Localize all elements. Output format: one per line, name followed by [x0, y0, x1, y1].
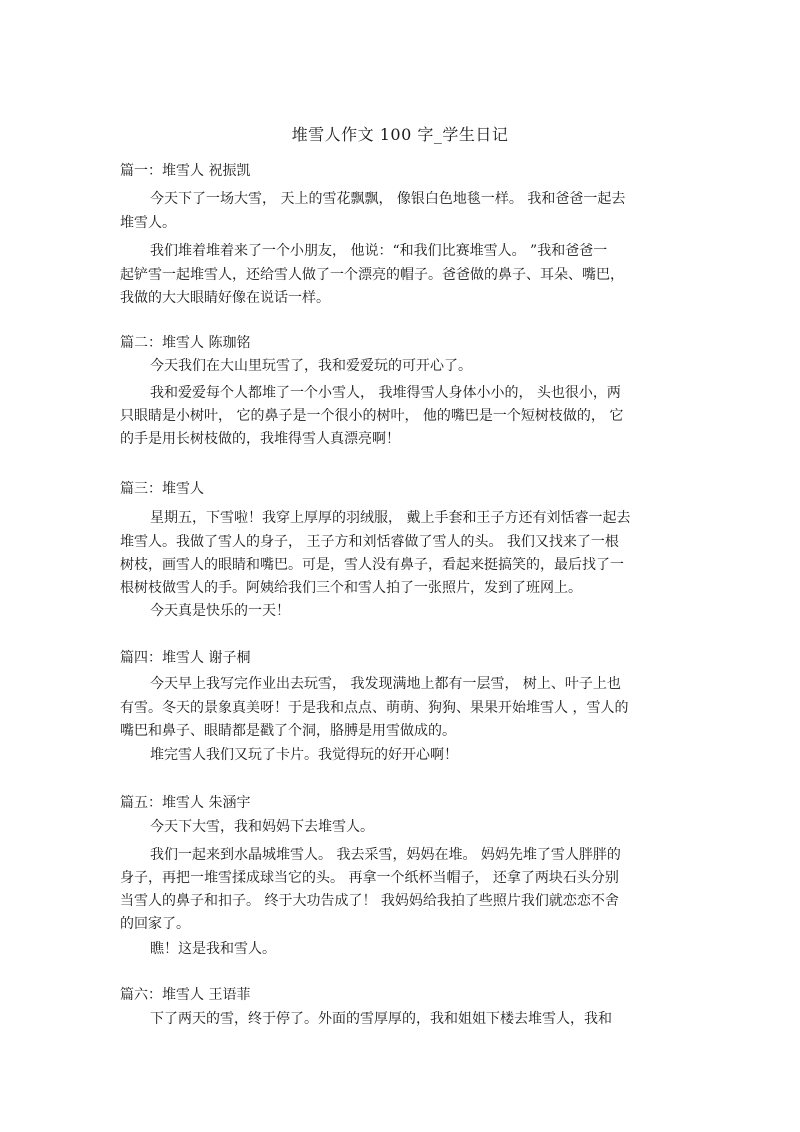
paragraph-line: 有雪。冬天的景象真美呀！于是我和点点、萌萌、狗狗、果果开始堆雪人 ，雪人的: [120, 700, 629, 716]
paragraph-line: 今天下大雪，我和妈妈下去堆雪人。: [150, 819, 374, 835]
paragraph-line: 我们一起来到水晶城堆雪人。 我去采雪，妈妈在堆。 妈妈先堆了雪人胖胖的: [150, 847, 621, 863]
paragraph-line: 我和爱爱每个人都堆了一个小雪人， 我堆得雪人身体小小的， 头也很小，两: [150, 385, 621, 401]
paragraph-line: 今天早上我写完作业出去玩雪， 我发现满地上都有一层雪， 树上、叶子上也: [150, 676, 621, 692]
paragraph-line: 只眼睛是小树叶， 它的鼻子是一个很小的树叶， 他的嘴巴是一个短树枝做的， 它: [120, 408, 624, 424]
section-heading: 篇六：堆雪人 王语菲: [120, 987, 251, 1003]
paragraph-line: 嘴巴和鼻子、眼睛都是戳了个洞，胳膊是用雪做成的。: [120, 723, 456, 739]
paragraph-line: 瞧！这是我和雪人。: [150, 941, 276, 957]
paragraph-line: 我们堆着堆着来了一个小朋友， 他说：“和我们比赛堆雪人。 ”我和爸爸一: [150, 243, 608, 259]
section-heading: 篇四：堆雪人 谢子桐: [120, 650, 251, 666]
paragraph-line: 身子，再把一堆雪揉成球当它的头。 再拿一个纸杯当帽子， 还拿了两块石头分别: [120, 870, 619, 886]
document-title: 堆雪人作文 100 字_学生日记: [291, 125, 509, 144]
paragraph-line: 起铲雪一起堆雪人，还给雪人做了一个漂亮的帽子。爸爸做的鼻子、耳朵、嘴巴，: [120, 267, 624, 283]
section-heading: 篇五：堆雪人 朱涵宇: [120, 795, 251, 811]
section-heading: 篇二：堆雪人 陈珈铭: [120, 335, 251, 351]
paragraph-line: 的手是用长树枝做的，我堆得雪人真漂亮啊！: [120, 431, 400, 447]
paragraph-line: 星期五，下雪啦！我穿上厚厚的羽绒服， 戴上手套和王子方还有刘恬睿一起去: [150, 510, 631, 526]
paragraph-line: 我做的大大眼睛好像在说话一样。: [120, 290, 330, 306]
paragraph-line: 堆雪人。我做了雪人的身子， 王子方和刘恬睿做了雪人的头。 我们又找来了一根: [120, 534, 619, 550]
paragraph-line: 今天真是快乐的一天！: [150, 603, 290, 619]
paragraph-line: 堆完雪人我们又玩了卡片。我觉得玩的好开心啊！: [150, 747, 458, 763]
paragraph-line: 的回家了。: [120, 916, 190, 932]
section-heading: 篇一：堆雪人 祝振凯: [120, 163, 251, 179]
paragraph-line: 下了两天的雪，终于停了。外面的雪厚厚的，我和姐姐下楼去堆雪人，我和: [150, 1011, 612, 1027]
paragraph-line: 今天下了一场大雪， 天上的雪花飘飘， 像银白色地毯一样。 我和爸爸一起去: [150, 191, 626, 207]
paragraph-line: 堆雪人。: [120, 215, 176, 231]
paragraph-line: 根树枝做雪人的手。阿姨给我们三个和雪人拍了一张照片，发到了班网上。: [120, 580, 582, 596]
paragraph-line: 树枝，画雪人的眼睛和嘴巴。可是，雪人没有鼻子，看起来挺搞笑的，最后找了一: [120, 557, 624, 573]
paragraph-line: 当雪人的鼻子和扣子。 终于大功告成了！ 我妈妈给我拍了些照片我们就恋恋不舍: [120, 893, 619, 909]
section-heading: 篇三：堆雪人: [120, 481, 204, 497]
paragraph-line: 今天我们在大山里玩雪了，我和爱爱玩的可开心了。: [150, 358, 472, 374]
